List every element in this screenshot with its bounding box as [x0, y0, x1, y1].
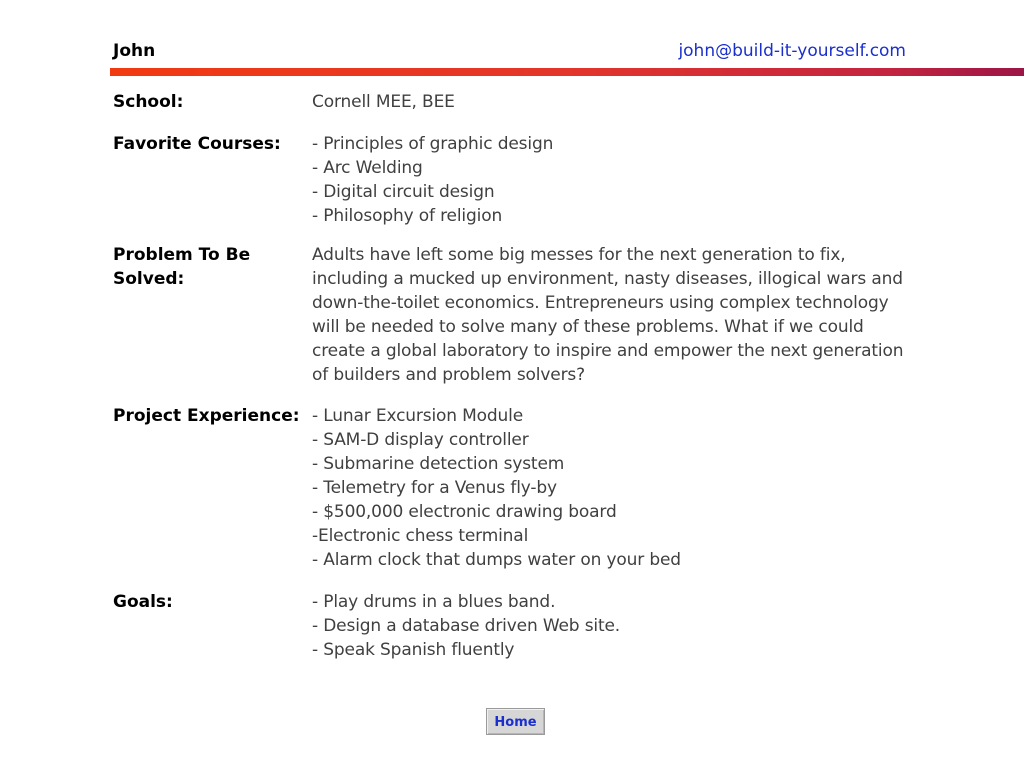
- list-item: - Play drums in a blues band.: [312, 592, 556, 612]
- profile-name: John: [113, 41, 156, 61]
- paragraph-line: including a mucked up environment, nasty diseases, illogical wars and: [312, 269, 903, 289]
- paragraph-line: down-the-toilet economics. Entrepreneurs using complex technology: [312, 293, 889, 313]
- school-value: [312, 90, 913, 114]
- list-item: - Philosophy of religion: [312, 206, 503, 226]
- header-divider: [110, 68, 1024, 76]
- goals-row: [113, 590, 913, 662]
- problem-label: [113, 243, 312, 291]
- paragraph-line: Adults have left some big messes for the next generation to fix,: [312, 245, 846, 265]
- school-label: School:: [113, 92, 184, 112]
- list-item: - Telemetry for a Venus fly-by: [312, 478, 557, 498]
- list-item: -Electronic chess terminal: [312, 526, 529, 546]
- problem-row: [113, 243, 913, 387]
- project-experience-row: [113, 404, 913, 572]
- home-button[interactable]: Home: [486, 708, 545, 735]
- paragraph-line: will be needed to solve many of these problems. What if we could: [312, 317, 864, 337]
- paragraph-line: of builders and problem solvers?: [312, 365, 586, 385]
- goals-list: [312, 590, 913, 662]
- list-item: - $500,000 electronic drawing board: [312, 502, 617, 522]
- list-item: - Speak Spanish fluently: [312, 640, 515, 660]
- problem-label-text: Problem To Be Solved:: [113, 245, 251, 289]
- list-item: - Lunar Excursion Module: [312, 406, 524, 426]
- school-line: Cornell MEE, BEE: [312, 92, 455, 112]
- email-link[interactable]: john@build-it-yourself.com: [678, 41, 906, 61]
- list-item: - Digital circuit design: [312, 182, 495, 202]
- project-experience-label: Project Experience:: [113, 406, 300, 426]
- list-item: - Design a database driven Web site.: [312, 616, 621, 636]
- favorite-courses-label: Favorite Courses:: [113, 134, 281, 154]
- problem-statement: [312, 243, 913, 387]
- list-item: - Alarm clock that dumps water on your bed: [312, 550, 681, 570]
- list-item: - SAM-D display controller: [312, 430, 529, 450]
- list-item: - Submarine detection system: [312, 454, 565, 474]
- paragraph-line: create a global laboratory to inspire and empower the next generation: [312, 341, 904, 361]
- school-row: [113, 90, 913, 114]
- profile-sections: [113, 90, 913, 662]
- goals-label: Goals:: [113, 592, 173, 612]
- favorite-courses-row: [113, 132, 913, 228]
- list-item: - Arc Welding: [312, 158, 423, 178]
- project-experience-list: [312, 404, 913, 572]
- favorite-courses-list: [312, 132, 913, 228]
- list-item: - Principles of graphic design: [312, 134, 554, 154]
